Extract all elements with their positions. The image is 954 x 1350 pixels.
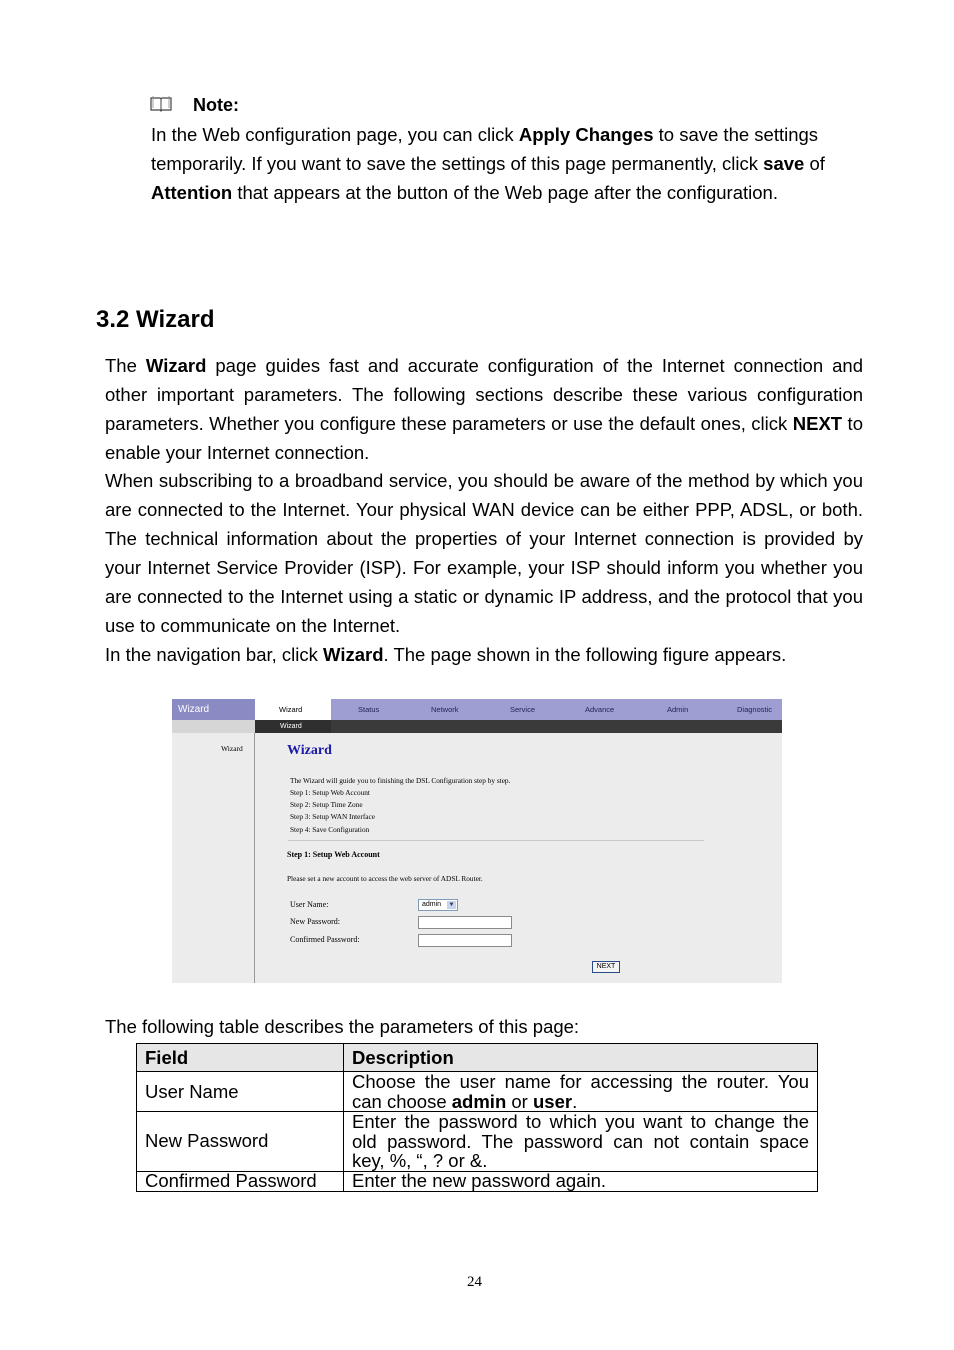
wizard-step-line: Step 2: Setup Time Zone [290, 800, 363, 809]
tab-diagnostic[interactable]: Diagnostic [737, 705, 773, 714]
brand-label: Wizard [172, 699, 255, 720]
wizard-heading: Wizard [287, 743, 332, 758]
new-password-label: New Password: [290, 917, 340, 926]
tab-advance[interactable]: Advance [585, 705, 615, 714]
section-title: 3.2 Wizard [96, 306, 215, 333]
wizard-intro-line: The Wizard will guide you to finishing the DSL Configuration step by step. [290, 776, 511, 785]
sidebar-item-wizard[interactable]: Wizard [221, 744, 243, 753]
step-title: Step 1: Setup Web Account [287, 850, 380, 859]
chevron-down-icon[interactable]: ▼ [448, 902, 455, 908]
description-cell: Choose the user name for accessing the router. You can choose admin or user. [344, 1072, 818, 1112]
page-number: 24 [467, 1274, 482, 1290]
description-cell: Enter the password to which you want to change the old password. The password can not contain space key, %, “, ? or &. [344, 1112, 818, 1172]
description-cell: Enter the new password again. [344, 1171, 818, 1191]
paragraph-broadband: When subscribing to a broadband service, you should be aware of the method by which you are connected to the Internet. Your physical WAN device can be either PPP, ADSL, or both. The technical information about the properties of your Internet connection is provided by your Internet Service Provider (ISP). For example, your ISP should inform you whether you are connected to the Internet using a static or dynamic IP address, and the protocol that you use to communicate on the Internet. [105, 470, 863, 636]
tab-status[interactable]: Status [358, 705, 380, 714]
confirmed-password-field[interactable] [418, 934, 512, 947]
wizard-step-line: Step 1: Setup Web Account [290, 788, 370, 797]
paragraph-navigation: In the navigation bar, click Wizard. The page shown in the following figure appears. [105, 644, 787, 665]
wizard-step-line: Step 3: Setup WAN Interface [290, 812, 375, 821]
tab-admin[interactable]: Admin [667, 705, 689, 714]
note-title: Note: [193, 95, 239, 115]
paragraph-intro: The Wizard page guides fast and accurate configuration of the Internet connection and other important parameters. The following sections describe these various configuration parameters. Whether you configure these parameters or use the default ones, click NEXT to enable your Internet connection. [105, 355, 863, 463]
table-row [137, 1171, 818, 1191]
table-row [137, 1112, 818, 1172]
table-row [137, 1072, 818, 1112]
header-field: Field [137, 1044, 344, 1072]
note-body: In the Web configuration page, you can click Apply Changes to save the settings temporarily. If you want to save the settings of this page permanently, click save of Attention that appears at the button of the Web page after the configuration. [151, 124, 825, 203]
wizard-step-line: Step 4: Save Configuration [290, 825, 370, 834]
header-description: Description [344, 1044, 818, 1072]
sub-tab-wizard[interactable]: Wizard [255, 720, 331, 733]
tab-network[interactable]: Network [431, 705, 459, 714]
table-intro: The following table describes the parameters of this page: [105, 1016, 580, 1037]
next-button[interactable]: NEXT [592, 961, 620, 973]
book-icon [150, 95, 172, 113]
tab-service[interactable]: Service [510, 705, 536, 714]
table-header-row [137, 1044, 818, 1072]
step-description: Please set a new account to access the web server of ADSL Router. [287, 874, 483, 883]
field-cell: User Name [137, 1072, 344, 1112]
wizard-screenshot-figure [172, 699, 782, 983]
user-name-select[interactable]: admin ▼ [418, 899, 458, 911]
parameters-table [136, 1043, 818, 1192]
tab-wizard[interactable]: Wizard [255, 699, 331, 720]
new-password-field[interactable] [418, 916, 512, 929]
user-name-label: User Name: [290, 900, 329, 909]
field-cell: New Password [137, 1112, 344, 1172]
confirmed-password-label: Confirmed Password: [290, 935, 360, 944]
field-cell: Confirmed Password [137, 1171, 344, 1191]
